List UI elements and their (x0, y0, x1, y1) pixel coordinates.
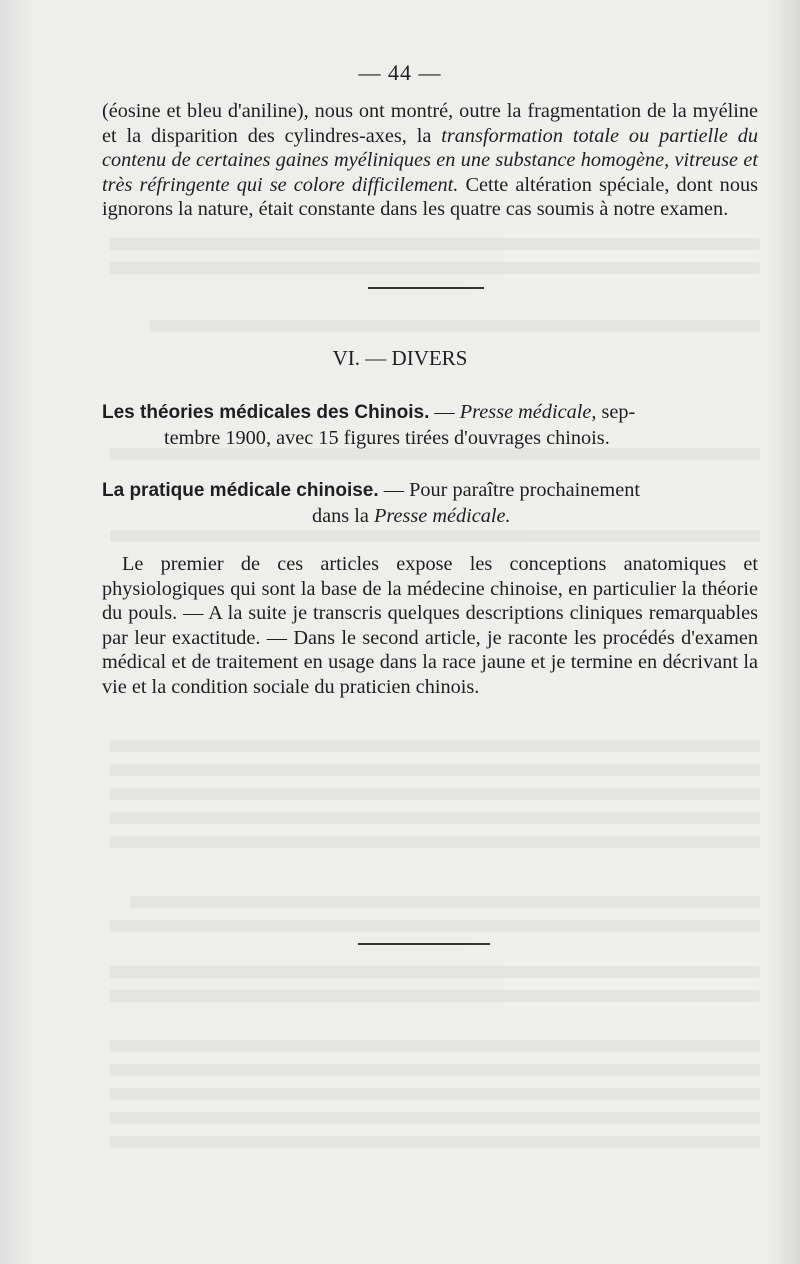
bleed-through-line (110, 740, 760, 752)
paragraph-intro-text-end: Cette altération spéciale, dont nous ignorons la nature, était constante dans les quatre cas soumis à notre examen. (102, 173, 758, 220)
entry-line1-rest: Pour paraître prochainement (409, 479, 640, 501)
entry-line2-prefix: dans la (312, 504, 374, 527)
bleed-through-line (110, 920, 760, 932)
entry-line2: tembre 1900, avec 15 figures tirées d'ouvrages chinois. (164, 426, 610, 449)
bibliography-entry (102, 400, 758, 450)
bleed-through-line (110, 1088, 760, 1100)
bleed-through-line (110, 262, 760, 274)
entry-line2 (102, 504, 758, 529)
bleed-through-line (110, 966, 760, 978)
bleed-through-line (130, 896, 760, 908)
paragraph-intro-text: (éosine et bleu d'aniline), nous ont montré, outre la fragmentation de la myéline et la disparition des cylindres-axes, la (102, 100, 758, 147)
bleed-through-line (110, 836, 760, 848)
paragraph-intro-italic: transformation totale ou partielle du contenu de certaines gaines myéliniques en une substance homogène, vitreuse et très réfringente qui se colore difficilement. (102, 124, 758, 196)
horizontal-rule (358, 943, 490, 945)
bleed-through-line (110, 788, 760, 800)
bleed-through-line (110, 1064, 760, 1076)
page-number: — 44 — (358, 60, 442, 85)
bleed-through-line (110, 990, 760, 1002)
entry-title: La pratique médicale chinoise. (102, 480, 379, 501)
bleed-through-line (110, 812, 760, 824)
entry-separator: — (378, 479, 410, 501)
entry-title: Les théories médicales des Chinois. (102, 402, 430, 423)
bleed-through-line (110, 1112, 760, 1124)
bleed-through-line (110, 1040, 760, 1052)
entry-line1-rest: sep- (596, 401, 636, 423)
bleed-through-line (110, 1136, 760, 1148)
paragraph-summary: Le premier de ces articles expose les conceptions anatomiques et physiologiques qui sont la base de la médecine chinoise, en particulier la théorie du pouls. — A la suite je transcris quelques descriptions cliniques remarquables par leur exactitude. — Dans le second article, je raconte les procédés d'examen médical et de traitement en usage dans la race jaune et je termine en décrivant la vie et la condition sociale du praticien chinois. (102, 553, 758, 698)
bleed-through-line (110, 238, 760, 250)
paragraph-intro (102, 99, 758, 222)
bleed-through-line (110, 530, 760, 542)
horizontal-rule (368, 287, 484, 289)
bleed-through-line (110, 764, 760, 776)
bibliography-entry (102, 478, 758, 528)
bleed-through-line (150, 320, 760, 332)
entry-journal: Presse médicale, (459, 401, 597, 423)
entry-separator: — (429, 401, 460, 423)
section-title: VI. — DIVERS (332, 346, 468, 370)
entry-journal: Presse médicale. (373, 504, 511, 527)
